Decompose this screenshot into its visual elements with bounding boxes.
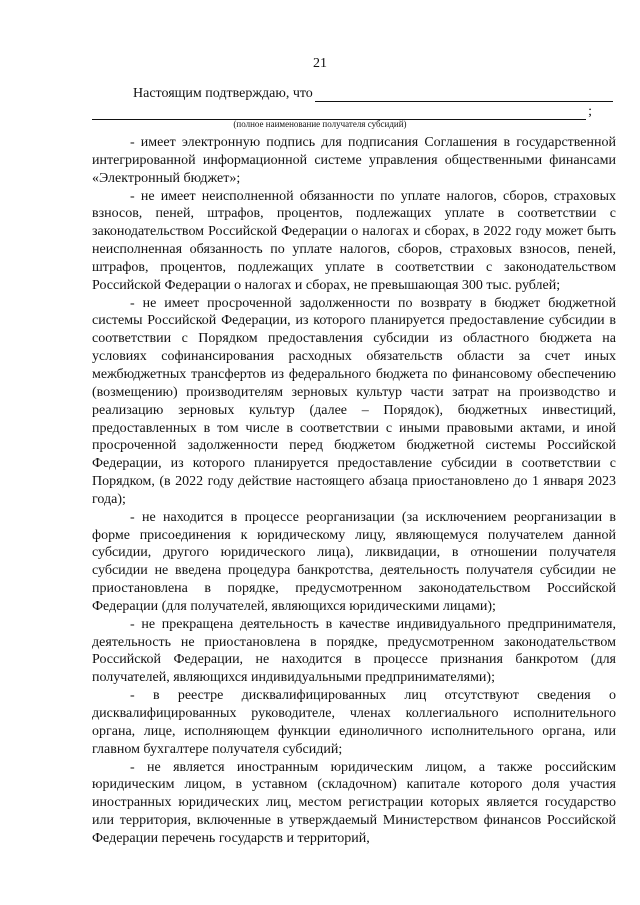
paragraph-overdue-debt: - не имеет просроченной задолженности по возврату в бюджет бюджетной системы Российской Федерации, из которого планируется предоставление субсидии в соответствии с Порядком предоставления субсидии из областного бюджета на условиях софинансирования расходных обязательств области за счет иных межбюджетных трансфертов из федерального бюджета по финансовому обеспечению (возмещению) производителям зерновых культур части затрат на производство и реализацию зерновых культур (далее – Порядок), бюджетных инвестиций, предоставленных в том числе в соответствии с иными правовыми актами, и иной просроченной задолженности перед бюджетом бюджетной системы Российской Федерации, из которого планируется предоставление субсидии в соответствии с Порядком, (в 2022 году действие настоящего абзаца приостановлено до 1 января 2023 года); xyxy=(92,295,616,507)
paragraph-electronic-signature: - имеет электронную подпись для подписания Соглашения в государственной интегрированной информационной системе управления общественными финансами «Электронный бюджет»; xyxy=(92,135,616,186)
recipient-semicolon: ; xyxy=(588,104,592,119)
document-body xyxy=(92,134,616,848)
paragraph-foreign-entity: - не является иностранным юридическим лицом, а также российским юридическим лицом, в уставном (складочном) капитале которого доля участия иностранных юридических лиц, местом регистрации которых является государство или территория, включенные в утверждаемый Министерством финансов Российской Федерации перечень государств и территорий, xyxy=(92,759,616,846)
recipient-name-blank-2 xyxy=(92,105,586,120)
recipient-caption: (полное наименование получателя субсидий) xyxy=(233,119,407,129)
page-number: 21 xyxy=(313,56,327,71)
paragraph-tax-obligations: - не имеет неисполненной обязанности по уплате налогов, сборов, страховых взносов, пеней, штрафов, процентов, подлежащих уплате в соответствии с законодательством Российской Федерации о налогах и сборах, в 2022 году может быть неисполненная обязанность по уплате налогов, сборов, страховых взносов, пеней, штрафов, процентов, подлежащих уплате в соответствии с законодательством Российской Федерации о налогах и сборах, не превышающая 300 тыс. рублей; xyxy=(92,188,616,293)
confirmation-line xyxy=(133,86,613,102)
paragraph-reorganization: - не находится в процессе реорганизации (за исключением реорганизации в форме присоединения к юридическому лицу, являющемуся получателем данной субсидии, другого юридического лица), ликвидации, в отношении получателя субсидии не введена процедура банкротства, деятельность получателя субсидии не приостановлена в порядке, предусмотренном законодательством Российской Федерации (для получателей, являющихся юридическими лицами); xyxy=(92,509,616,614)
recipient-name-line xyxy=(92,104,592,120)
recipient-name-blank-1 xyxy=(315,87,613,102)
paragraph-entrepreneur-activity: - не прекращена деятельность в качестве индивидуального предпринимателя, деятельность не приостановлена в порядке, предусмотренном законодательством Российской Федерации, не находится в процессе признания банкротом (для получателей, являющихся индивидуальными предпринимателями); xyxy=(92,616,616,686)
confirmation-text: Настоящим подтверждаю, что xyxy=(133,86,313,101)
paragraph-disqualified-persons: - в реестре дисквалифицированных лиц отсутствуют сведения о дисквалифицированных руководителе, членах коллегиального исполнительного органа, лице, исполняющем функции единоличного исполнительного органа, или главном бухгалтере получателя субсидий; xyxy=(92,688,616,757)
